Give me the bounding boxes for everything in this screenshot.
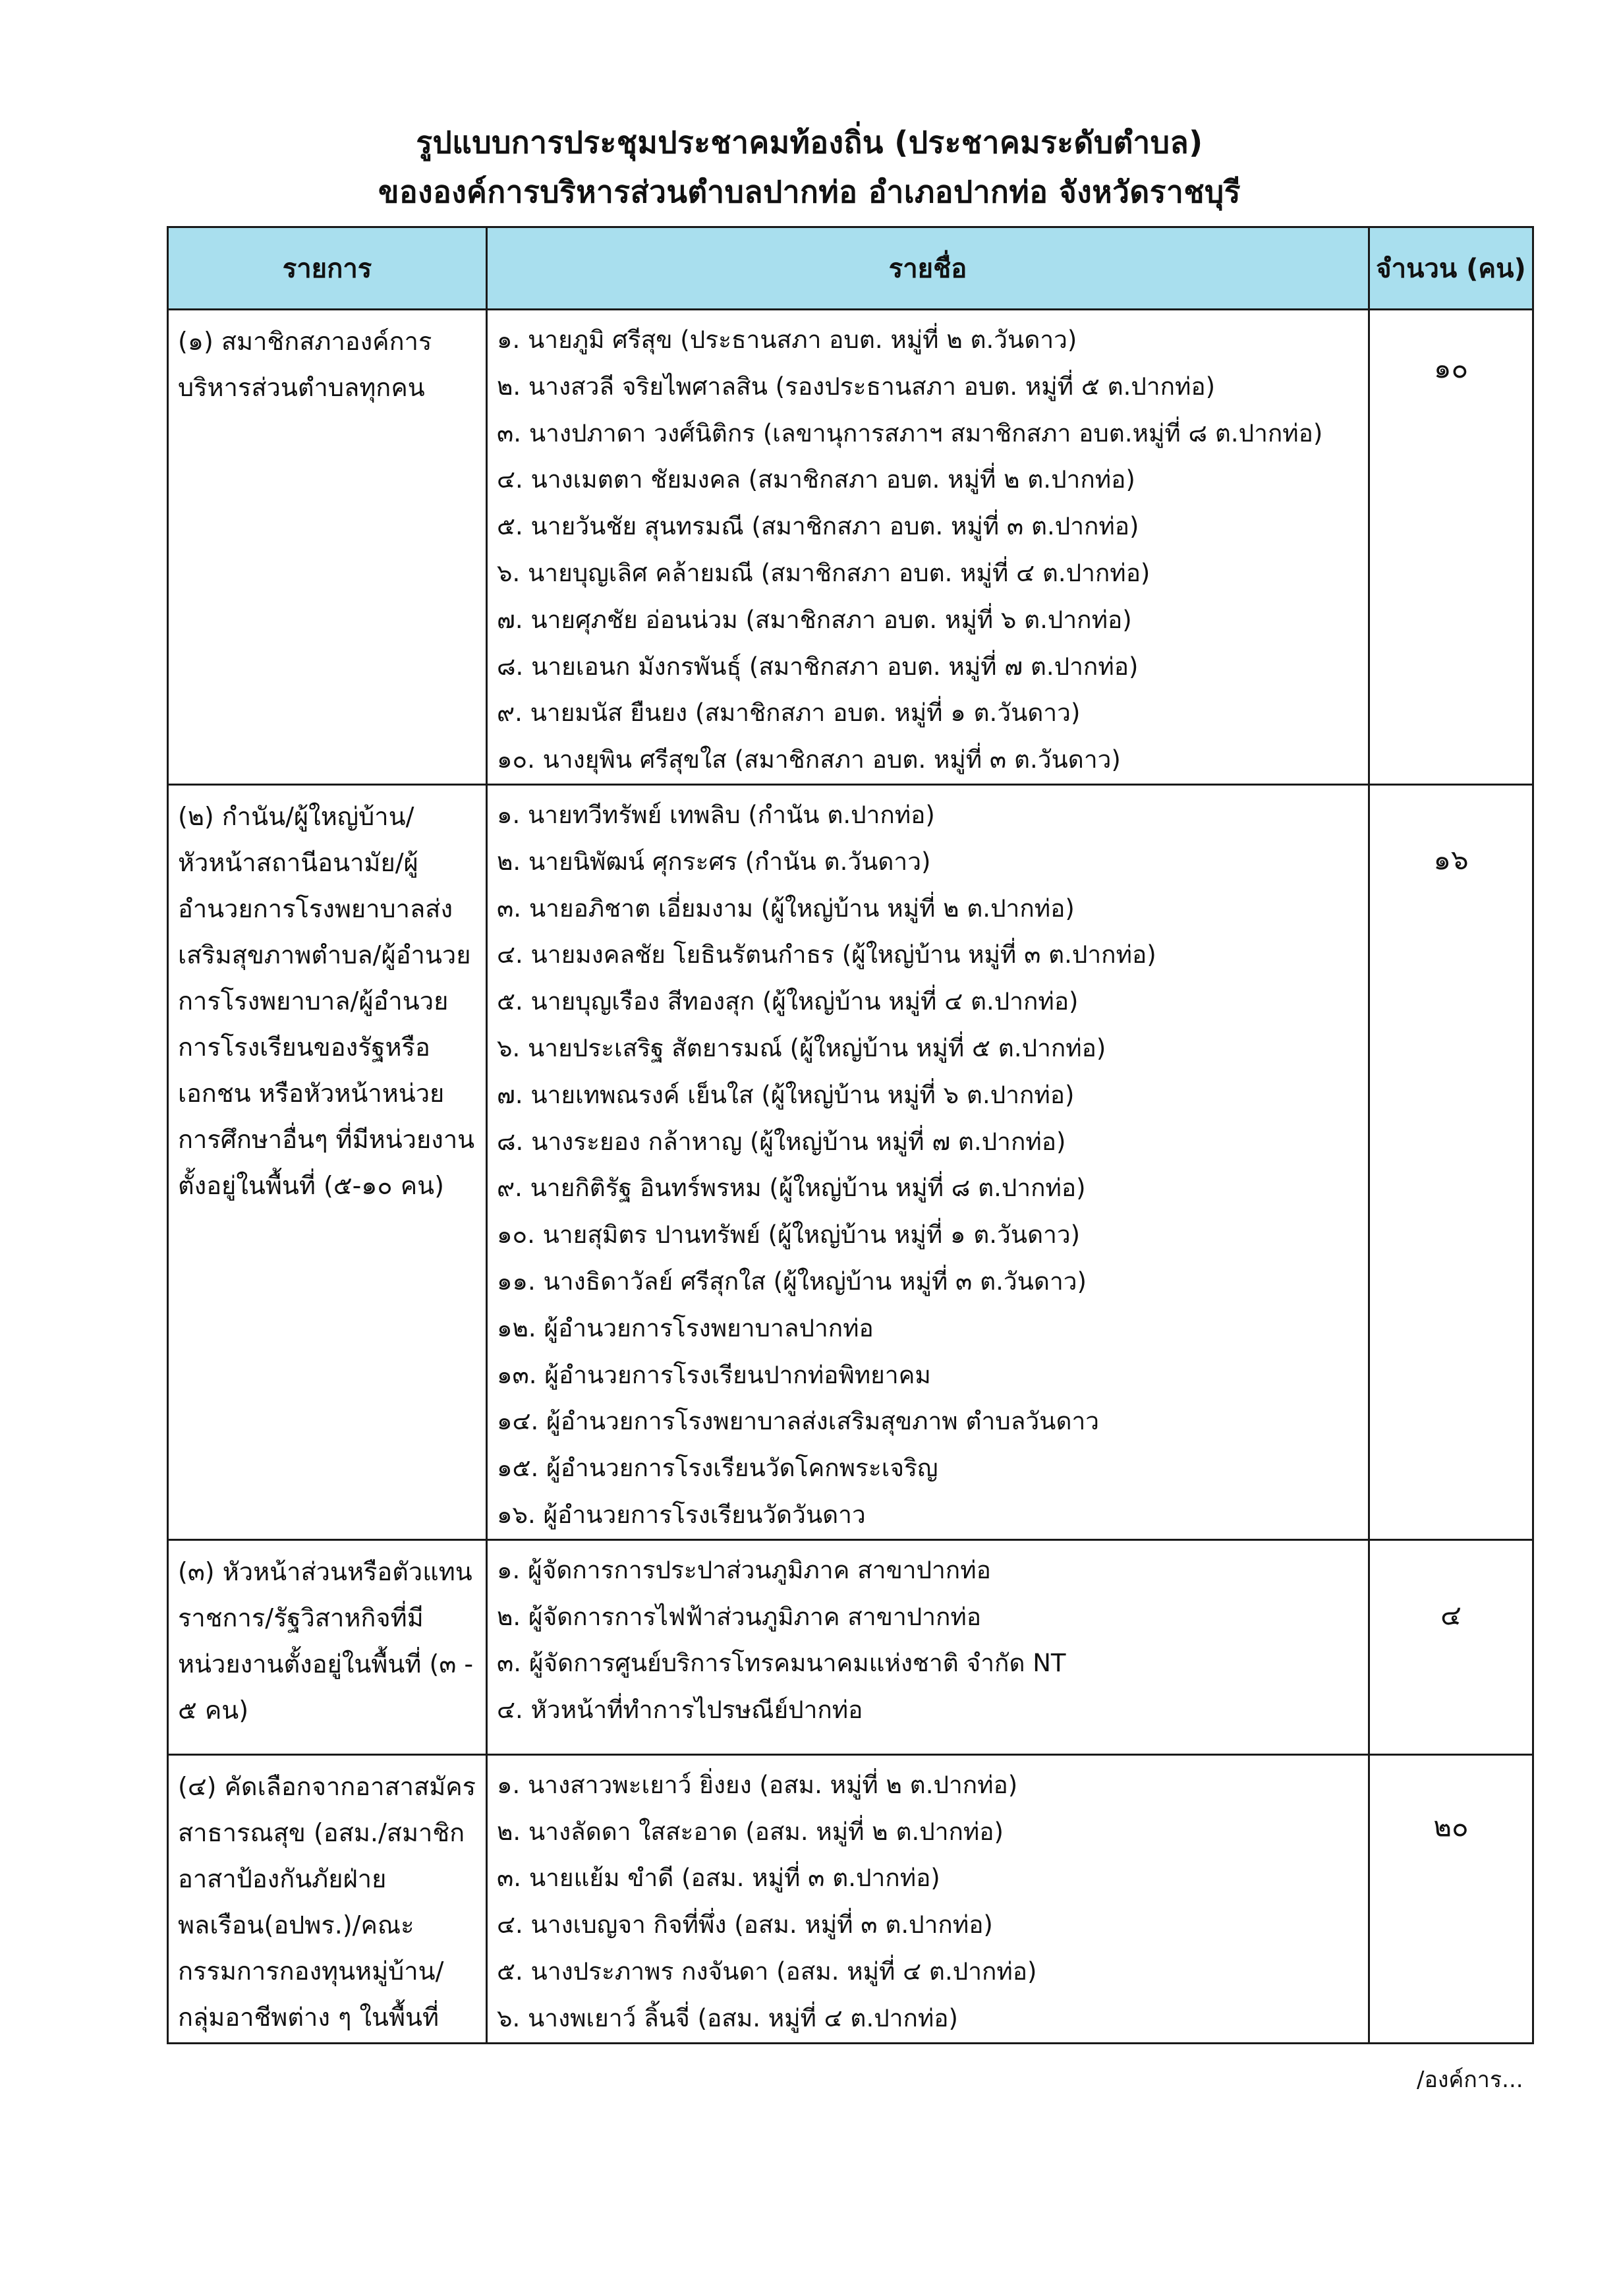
row-count-cell (1369, 784, 1533, 1539)
table-row (168, 1539, 1533, 1754)
name-entry: ๒. นางสวลี จริยไพศาลสิน (รองประธานสภา อบต. หมู่ที่ ๕ ต.ปากท่อ) (497, 372, 1216, 401)
name-entry: ๖. นายบุญเลิศ คล้ายมณี (สมาชิกสภา อบต. หมู่ที่ ๔ ต.ปากท่อ) (497, 558, 1150, 587)
table-row (168, 1754, 1533, 2043)
row-count: ๑๐ (1433, 352, 1469, 384)
header-count: จำนวน (คน) (1369, 227, 1533, 310)
row-count: ๔ (1440, 1598, 1462, 1631)
row-names (487, 310, 1369, 785)
row-category: (๓) หัวหน้าส่วนหรือตัวแทนราชการ/รัฐวิสาหกิจที่มีหน่วยงานตั้งอยู่ในพื้นที่ (๓ - ๕ คน) (168, 1539, 487, 1754)
row-category: (๔) คัดเลือกจากอาสาสมัครสาธารณสุข (อสม./สมาชิกอาสาป้องกันภัยฝ่ายพลเรือน(อปพร.)/คณะกรรมการกองทุนหมู่บ้าน/กลุ่มอาชีพต่าง ๆ ในพื้นที่ (168, 1754, 487, 2043)
name-entry: ๑. นางสาวพะเยาว์ ยิ่งยง (อสม. หมู่ที่ ๒ ต.ปากท่อ) (497, 1770, 1018, 1799)
name-entry: ๓. นายอภิชาต เอี่ยมงาม (ผู้ใหญ่บ้าน หมู่ที่ ๒ ต.ปากท่อ) (497, 894, 1075, 923)
name-entry: ๒. นางลัดดา ใสสะอาด (อสม. หมู่ที่ ๒ ต.ปากท่อ) (497, 1817, 1004, 1846)
name-entry: ๒. ผู้จัดการการไฟฟ้าส่วนภูมิภาค สาขาปากท่อ (497, 1602, 981, 1631)
row-category: (๒) กำนัน/ผู้ใหญ่บ้าน/หัวหน้าสถานีอนามัย/ผู้อำนวยการโรงพยาบาลส่งเสริมสุขภาพตำบล/ผู้อำนวยการโรงพยาบาล/ผู้อำนวยการโรงเรียนของรัฐหรือเอกชน หรือหัวหน้าหน่วยการศึกษาอื่นๆ ที่มีหน่วยงานตั้งอยู่ในพื้นที่ (๕-๑๐ คน) (168, 784, 487, 1539)
name-entry: ๑๒. ผู้อำนวยการโรงพยาบาลปากท่อ (497, 1313, 874, 1342)
name-entry: ๑๕. ผู้อำนวยการโรงเรียนวัดโคกพระเจริญ (497, 1454, 938, 1483)
name-entry: ๓. ผู้จัดการศูนย์บริการโทรคมนาคมแห่งชาติ จำกัด NT (497, 1649, 1066, 1678)
row-names (487, 784, 1369, 1539)
row-count: ๒๐ (1433, 1810, 1469, 1843)
name-entry: ๔. นางเมตตา ชัยมงคล (สมาชิกสภา อบต. หมู่ที่ ๒ ต.ปากท่อ) (497, 465, 1135, 494)
row-count: ๑๖ (1433, 843, 1469, 876)
name-entry: ๑. ผู้จัดการการประปาส่วนภูมิภาค สาขาปากท่อ (497, 1555, 991, 1584)
name-entry: ๓. นายแย้ม ขำดี (อสม. หมู่ที่ ๓ ต.ปากท่อ) (497, 1864, 940, 1893)
row-names (487, 1754, 1369, 2043)
table-row (168, 310, 1533, 785)
row-count-cell (1369, 1754, 1533, 2043)
name-entry: ๑๑. นางธิดาวัลย์ ศรีสุกใส (ผู้ใหญ่บ้าน หมู่ที่ ๓ ต.วันดาว) (497, 1267, 1087, 1296)
name-entry: ๙. นายมนัส ยืนยง (สมาชิกสภา อบต. หมู่ที่ ๑ ต.วันดาว) (497, 699, 1081, 728)
header-names: รายชื่อ (487, 227, 1369, 310)
name-entry: ๗. นายเทพณรงค์ เย็นใส (ผู้ใหญ่บ้าน หมู่ที่ ๖ ต.ปากท่อ) (497, 1080, 1075, 1109)
name-entry: ๖. นางพเยาว์ ลิ้นจี่ (อสม. หมู่ที่ ๔ ต.ปากท่อ) (497, 2003, 958, 2032)
document-title-line-1: รูปแบบการประชุมประชาคมท้องถิ่น (ประชาคมระดับตำบล) (416, 125, 1203, 160)
name-entry: ๑. นายทวีทรัพย์ เทพลิบ (กำนัน ต.ปากท่อ) (497, 800, 935, 829)
name-entry: ๗. นายศุภชัย อ่อนน่วม (สมาชิกสภา อบต. หมู่ที่ ๖ ต.ปากท่อ) (497, 605, 1132, 634)
document-title-line-2: ขององค์การบริหารส่วนตำบลปากท่อ อำเภอปากท่อ จังหวัดราชบุรี (378, 174, 1241, 210)
name-entry: ๖. นายประเสริฐ สัตยารมณ์ (ผู้ใหญ่บ้าน หมู่ที่ ๕ ต.ปากท่อ) (497, 1033, 1106, 1062)
name-entry: ๑๖. ผู้อำนวยการโรงเรียนวัดวันดาว (497, 1500, 866, 1529)
name-entry: ๑. นายภูมิ ศรีสุข (ประธานสภา อบต. หมู่ที่ ๒ ต.วันดาว) (497, 326, 1077, 354)
name-entry: ๒. นายนิพัฒน์ ศุกระศร (กำนัน ต.วันดาว) (497, 847, 931, 876)
name-entry: ๙. นายกิติรัฐ อินทร์พรหม (ผู้ใหญ่บ้าน หมู่ที่ ๘ ต.ปากท่อ) (497, 1174, 1086, 1203)
row-count-cell (1369, 1539, 1533, 1754)
name-entry: ๑๓. ผู้อำนวยการโรงเรียนปากท่อพิทยาคม (497, 1360, 931, 1389)
table-header-row (168, 227, 1533, 310)
continuation-note: /องค์การ... (1417, 2067, 1523, 2093)
name-entry: ๘. นายเอนก มังกรพันธุ์ (สมาชิกสภา อบต. หมู่ที่ ๗ ต.ปากท่อ) (497, 652, 1139, 681)
name-entry: ๑๔. ผู้อำนวยการโรงพยาบาลส่งเสริมสุขภาพ ตำบลวันดาว (497, 1407, 1100, 1436)
name-entry: ๔. หัวหน้าที่ทำการไปรษณีย์ปากท่อ (497, 1696, 863, 1725)
name-entry: ๕. นายวันชัย สุนทรมณี (สมาชิกสภา อบต. หมู่ที่ ๓ ต.ปากท่อ) (497, 512, 1139, 541)
header-category: รายการ (168, 227, 487, 310)
name-entry: ๓. นางปภาดา วงศ์นิติกร (เลขานุการสภาฯ สมาชิกสภา อบต.หมู่ที่ ๘ ต.ปากท่อ) (497, 418, 1323, 447)
name-entry: ๔. นายมงคลชัย โยธินรัตนกำธร (ผู้ใหญ่บ้าน หมู่ที่ ๓ ต.ปากท่อ) (497, 940, 1156, 969)
participants-table (167, 226, 1534, 2044)
name-entry: ๘. นางระยอง กล้าหาญ (ผู้ใหญ่บ้าน หมู่ที่ ๗ ต.ปากท่อ) (497, 1127, 1066, 1156)
name-entry: ๑๐. นางยุพิน ศรีสุขใส (สมาชิกสภา อบต. หมู่ที่ ๓ ต.วันดาว) (497, 745, 1121, 774)
row-count-cell (1369, 310, 1533, 785)
name-entry: ๕. นางประภาพร กงจันดา (อสม. หมู่ที่ ๔ ต.ปากท่อ) (497, 1957, 1037, 1986)
name-entry: ๕. นายบุญเรือง สีทองสุก (ผู้ใหญ่บ้าน หมู่ที่ ๔ ต.ปากท่อ) (497, 987, 1079, 1016)
name-entry: ๔. นางเบญจา กิจที่พึ่ง (อสม. หมู่ที่ ๓ ต.ปากท่อ) (497, 1910, 993, 1939)
name-entry: ๑๐. นายสุมิตร ปานทรัพย์ (ผู้ใหญ่บ้าน หมู่ที่ ๑ ต.วันดาว) (497, 1220, 1081, 1249)
row-names (487, 1539, 1369, 1754)
table-row (168, 784, 1533, 1539)
row-category: (๑) สมาชิกสภาองค์การบริหารส่วนตำบลทุกคน (168, 310, 487, 785)
